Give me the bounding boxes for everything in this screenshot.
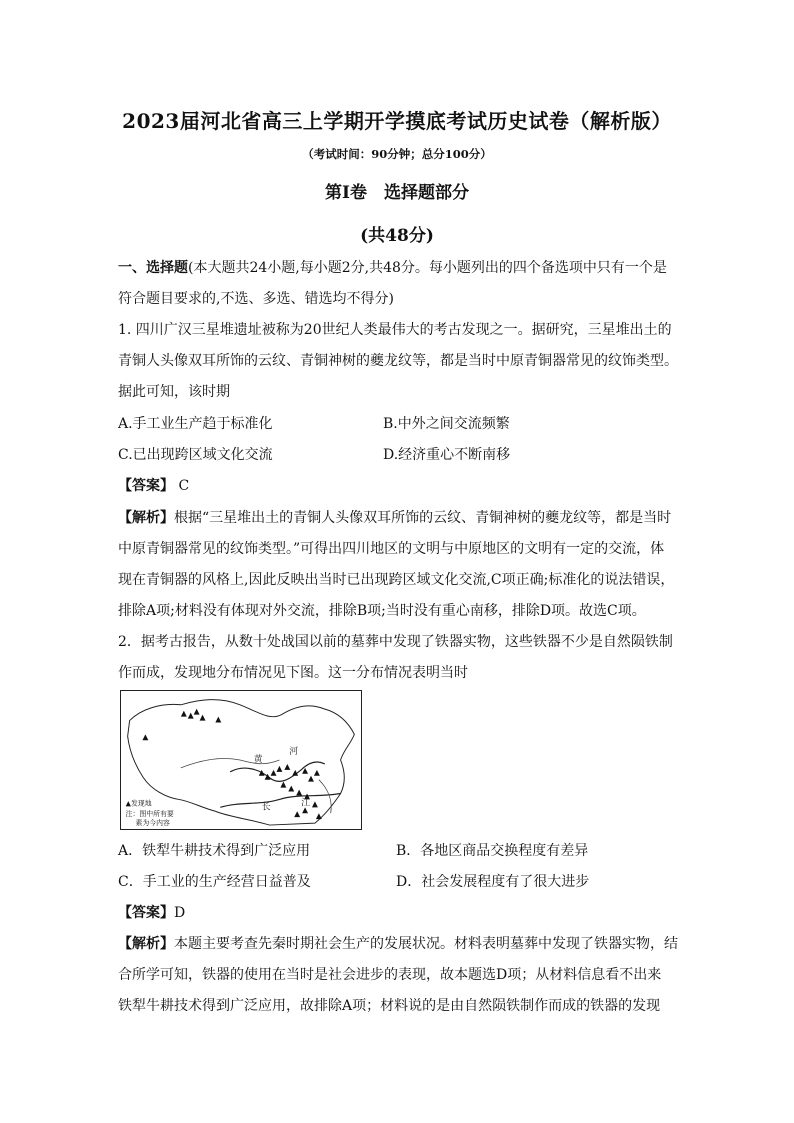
q2-analysis-line2: 合所学可知，铁器的使用在当时是社会进步的表现，故本题选D项；从材料信息看不出来 — [118, 967, 662, 983]
q1-analysis-line3: 现在青铜器的风格上,因此反映出当时已出现跨区域文化交流,C项正确;标准化的说法错误， — [118, 572, 675, 588]
q1-answer-label: 【答案】 — [118, 478, 174, 494]
q1-stem-line1: 1. 四川广汉三星堆遗址被称为20世纪人类最伟大的考古发现之一。据研究，三星堆出土的 — [118, 322, 672, 338]
find-site — [271, 770, 277, 776]
find-site — [314, 770, 320, 776]
q1-option-d: D.经济重心不断南移 — [383, 447, 511, 463]
q2-stem-line1: 2．据考古报告，从数十处战国以前的墓葬中发现了铁器实物，这些铁器不少是自然陨铁制 — [118, 634, 673, 650]
find-site — [312, 801, 318, 807]
q1-analysis-line4: 排除A项;材料没有体现对外交流，排除B项;当时没有重心南移，排除D项。故选C项。 — [118, 603, 646, 619]
map-legend-note-line1: 注：图中所有要 — [125, 810, 174, 819]
iron-finds-map — [120, 690, 362, 830]
section-intro-text: (本大题共24小题,每小题2分,共48分。每小题列出的四个备选项中只有一个是 — [188, 260, 667, 276]
q2-answer — [118, 903, 688, 923]
q2-analysis-text: 本题主要考查先秦时期社会生产的发展状况。材料表明墓葬中发现了铁器实物，结 — [174, 936, 678, 952]
section-intro-line2: 符合题目要求的,不选、多选、错选均不得分) — [118, 291, 394, 307]
find-site — [200, 715, 206, 721]
find-site — [294, 811, 300, 817]
q1-stem-line2: 青铜人头像双耳所饰的云纹、青铜神树的夔龙纹等，都是当时中原青铜器常见的纹饰类型。 — [118, 353, 678, 369]
q1-analysis-line2: 中原青铜器常见的纹饰类型。”可得出四川地区的文明与中原地区的文明有一定的交流，体 — [118, 541, 665, 557]
q1-option-a: A.手工业生产趋于标准化 — [118, 416, 273, 432]
section-intro — [118, 258, 688, 278]
q2-analysis-line1 — [118, 934, 688, 954]
find-site — [296, 790, 302, 796]
find-site — [316, 813, 322, 819]
part-score: (共48分) — [360, 226, 434, 246]
q2-stem-line2: 作而成，发现地分布情况见下图。这一分布情况表明当时 — [118, 665, 468, 681]
section-label: 一、选择题 — [118, 260, 188, 276]
q2-analysis-line3: 铁犁牛耕技术得到广泛应用，故排除A项；材料说的是由自然陨铁制作而成的铁器的发现 — [118, 998, 661, 1014]
find-site — [259, 770, 265, 776]
find-site — [194, 709, 200, 715]
exam-time-info: （考试时间：90分钟；总分100分） — [302, 147, 492, 161]
q2-option-b: B．各地区商品交换程度有差异 — [396, 843, 589, 859]
q1-analysis-line1 — [118, 508, 688, 528]
find-site — [276, 766, 282, 772]
find-site — [215, 717, 221, 723]
map-legend-note-line2: 素为今内容 — [135, 819, 170, 828]
find-site — [188, 713, 194, 719]
exam-title: 2023届河北省高三上学期开学摸底考试历史试卷（解析版） — [122, 109, 672, 133]
q2-analysis-label: 【解析】 — [118, 936, 174, 952]
map-label-he: 河 — [289, 747, 299, 758]
yangtze-river — [220, 794, 340, 808]
q1-analysis-text: 根据“三星堆出土的青铜人头像双耳所饰的云纹、青铜神树的夔龙纹等，都是当时 — [174, 510, 672, 526]
map-label-huang: 黄 — [253, 754, 263, 765]
map-inner-line — [181, 758, 280, 767]
q1-answer-value: C — [178, 478, 190, 494]
find-site-markers — [142, 709, 321, 819]
q2-option-d: D．社会发展程度有了很大进步 — [396, 874, 590, 890]
q2-answer-label: 【答案】 — [118, 905, 174, 921]
find-site — [308, 776, 314, 782]
q2-option-c: C．手工业的生产经营日益普及 — [118, 874, 311, 890]
q1-analysis-label: 【解析】 — [118, 510, 174, 526]
map-label-jiang: 江 — [301, 798, 311, 809]
find-site — [288, 786, 294, 792]
q1-option-b: B.中外之间交流频繁 — [383, 416, 510, 432]
find-site — [142, 734, 148, 740]
part-heading: 第Ⅰ卷 选择题部分 — [325, 183, 469, 203]
find-site — [280, 782, 286, 788]
map-legend-symbol: ▲发现地 — [125, 799, 152, 808]
q2-option-a: A．铁犁牛耕技术得到广泛应用 — [118, 843, 311, 859]
find-site — [284, 764, 290, 770]
q1-answer — [118, 476, 688, 496]
q1-option-c: C.已出现跨区域文化交流 — [118, 447, 273, 463]
q1-stem-line3: 据此可知，该时期 — [118, 384, 230, 400]
find-site — [181, 711, 187, 717]
map-label-chang: 长 — [261, 802, 271, 813]
q2-answer-value: D — [174, 905, 186, 921]
